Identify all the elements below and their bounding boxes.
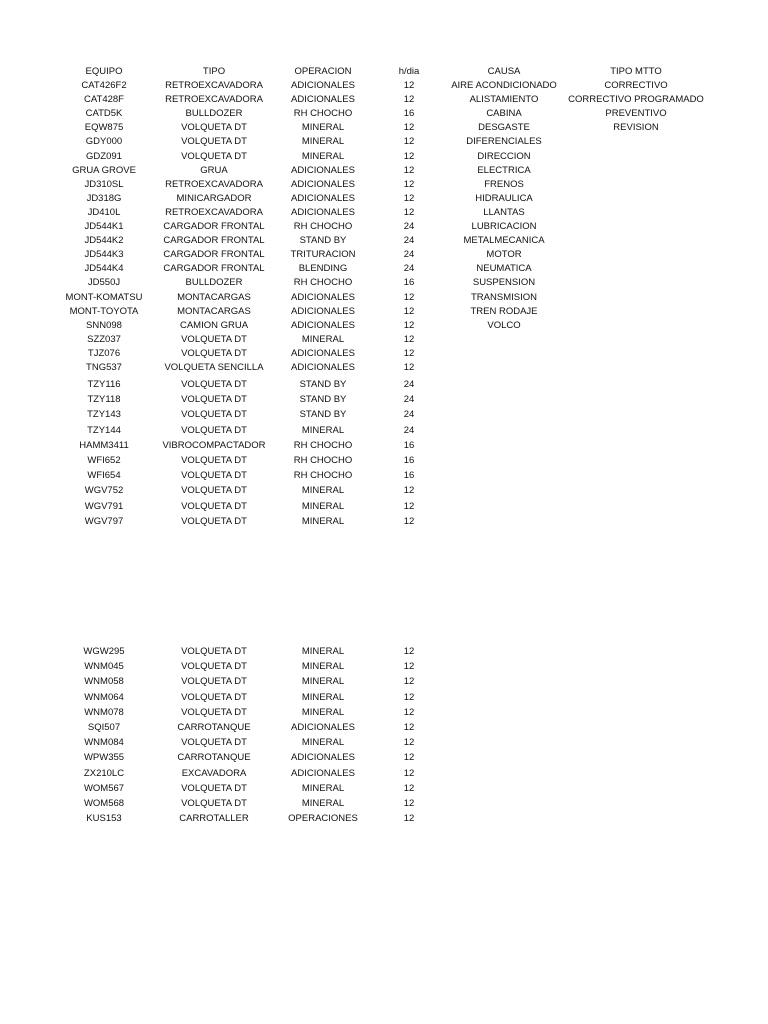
cell-equipo: CAT426F2 (81, 80, 127, 91)
cell-tipo: BULLDOZER (185, 277, 243, 289)
causa-item: DIFERENCIALES (466, 136, 542, 148)
cell-equipo: GDZ091 (86, 150, 122, 162)
cell-operacion: STAND BY (299, 394, 347, 406)
cell-equipo: WNM078 (84, 706, 124, 718)
cell-hdia: 12 (403, 333, 415, 345)
cell-tipo: VOLQUETA DT (181, 782, 247, 794)
causa-item: ELECTRICA (477, 164, 531, 176)
cell-operacion: MINERAL (301, 646, 345, 657)
cell-hdia: 24 (403, 249, 415, 261)
cell-operacion: OPERACIONES (288, 813, 358, 825)
cell-operacion: RH CHOCHO (293, 108, 353, 120)
table-row (0, 797, 768, 811)
cell-operacion: ADICIONALES (291, 291, 355, 303)
table-row (0, 378, 768, 392)
cell-operacion: MINERAL (301, 515, 345, 527)
cell-tipo: EXCAVADORA (181, 767, 247, 779)
table-row (0, 424, 768, 438)
cell-tipo: RETROEXCAVADORA (165, 206, 263, 218)
cell-equipo: KUS153 (86, 813, 122, 825)
table-row (0, 393, 768, 407)
cell-tipo: RETROEXCAVADORA (165, 94, 263, 106)
cell-operacion: ADICIONALES (291, 206, 355, 218)
cell-equipo: JD310SL (84, 178, 124, 190)
causa-item: VOLCO (487, 319, 521, 331)
cell-equipo: WNM064 (84, 691, 124, 703)
header-hdia: h/dia (398, 66, 420, 77)
cell-hdia: 24 (403, 221, 415, 232)
cell-hdia: 12 (403, 136, 415, 148)
cell-hdia: 16 (403, 277, 415, 289)
cell-equipo: TJZ076 (87, 347, 121, 359)
cell-tipo: GRUA (200, 164, 228, 176)
header-tipo-mtto: TIPO MTTO (610, 66, 662, 77)
tipo-mtto-item: CORRECTIVO PROGRAMADO (568, 94, 704, 106)
cell-hdia: 12 (403, 737, 415, 749)
cell-operacion: RH CHOCHO (293, 439, 353, 451)
causa-item: CABINA (486, 108, 522, 120)
cell-equipo: GDY000 (85, 136, 123, 148)
list-item (0, 276, 768, 290)
cell-equipo: WGW295 (83, 646, 125, 657)
cell-operacion: ADICIONALES (291, 178, 355, 190)
causa-item: DIRECCION (477, 150, 531, 162)
cell-tipo: MINICARGADOR (176, 192, 252, 204)
cell-operacion: ADICIONALES (291, 752, 355, 764)
cell-hdia: 12 (403, 767, 415, 779)
table-row (0, 500, 768, 514)
cell-tipo: BULLDOZER (185, 108, 243, 120)
table-row (0, 660, 768, 674)
cell-hdia: 16 (403, 439, 415, 451)
cell-tipo: CARGADOR FRONTAL (163, 221, 265, 232)
table-row (0, 484, 768, 498)
cell-equipo: TZY143 (87, 409, 121, 421)
cell-operacion: ADICIONALES (291, 192, 355, 204)
list-item (0, 248, 768, 262)
cell-hdia: 24 (403, 235, 415, 247)
cell-operacion: TRITURACION (290, 249, 356, 261)
header-equipo: EQUIPO (85, 66, 123, 77)
cell-equipo: WGV797 (84, 515, 124, 527)
tipo-mtto-item: PREVENTIVO (605, 108, 667, 120)
table-row (0, 691, 768, 705)
tipo-mtto-item: REVISION (613, 122, 659, 134)
list-item (0, 164, 768, 178)
list-item (0, 220, 768, 234)
list-item (0, 107, 768, 121)
cell-hdia: 12 (403, 691, 415, 703)
list-item (0, 178, 768, 192)
cell-hdia: 12 (403, 122, 415, 134)
cell-equipo: CATD5K (85, 108, 123, 120)
cell-hdia: 24 (403, 424, 415, 436)
cell-equipo: JD410L (87, 206, 121, 218)
cell-equipo: JD550J (87, 277, 121, 289)
cell-equipo: SQI507 (87, 722, 121, 733)
cell-hdia: 12 (403, 362, 415, 373)
cell-equipo: EQW875 (84, 122, 124, 134)
cell-tipo: VOLQUETA DT (181, 737, 247, 749)
cell-hdia: 12 (403, 752, 415, 764)
header-row (0, 65, 768, 79)
cell-hdia: 16 (403, 470, 415, 482)
cell-tipo: VOLQUETA DT (181, 500, 247, 512)
cell-operacion: ADICIONALES (291, 722, 355, 733)
cell-tipo: VOLQUETA DT (181, 485, 247, 497)
cell-operacion: MINERAL (301, 150, 345, 162)
cell-hdia: 12 (403, 192, 415, 204)
table-row (0, 439, 768, 453)
table-row (0, 469, 768, 483)
cell-operacion: MINERAL (301, 485, 345, 497)
cell-operacion: RH CHOCHO (293, 455, 353, 466)
cell-hdia: 16 (403, 455, 415, 466)
cell-operacion: MINERAL (301, 737, 345, 749)
cell-hdia: 12 (403, 485, 415, 497)
list-item (0, 291, 768, 305)
table-row (0, 361, 768, 375)
cell-equipo: WNM084 (84, 737, 124, 749)
cell-equipo: MONT-KOMATSU (65, 291, 143, 303)
list-item (0, 150, 768, 164)
cell-operacion: MINERAL (301, 691, 345, 703)
cell-hdia: 12 (403, 164, 415, 176)
cell-tipo: VOLQUETA DT (181, 691, 247, 703)
cell-equipo: WFI654 (87, 470, 121, 482)
cell-equipo: WPW355 (83, 752, 125, 764)
causa-item: LLANTAS (483, 206, 525, 218)
cell-equipo: WGV752 (84, 485, 124, 497)
cell-tipo: VOLQUETA DT (181, 661, 247, 673)
cell-equipo: TZY118 (87, 394, 121, 406)
cell-operacion: STAND BY (299, 409, 347, 421)
causa-item: LUBRICACION (471, 221, 537, 232)
cell-hdia: 24 (403, 394, 415, 406)
causa-item: MOTOR (486, 249, 522, 261)
cell-operacion: ADICIONALES (291, 80, 355, 91)
causa-item: TRANSMISION (471, 291, 537, 303)
cell-tipo: VOLQUETA DT (181, 122, 247, 134)
cell-equipo: TZY144 (87, 424, 121, 436)
cell-tipo: VOLQUETA DT (181, 424, 247, 436)
cell-equipo: WOM568 (83, 798, 125, 809)
cell-tipo: VOLQUETA DT (181, 470, 247, 482)
cell-hdia: 12 (403, 676, 415, 688)
cell-hdia: 16 (403, 108, 415, 120)
cell-equipo: JD544K3 (84, 249, 124, 261)
cell-hdia: 12 (403, 206, 415, 218)
header-tipo: TIPO (202, 66, 226, 77)
cell-operacion: STAND BY (299, 379, 347, 390)
list-item (0, 234, 768, 248)
table-row (0, 782, 768, 796)
cell-operacion: ADICIONALES (291, 767, 355, 779)
cell-hdia: 12 (403, 305, 415, 317)
cell-operacion: RH CHOCHO (293, 470, 353, 482)
cell-equipo: ZX210LC (83, 767, 125, 779)
cell-tipo: CARROTANQUE (177, 722, 251, 733)
cell-equipo: WNM045 (84, 661, 124, 673)
cell-equipo: GRUA GROVE (72, 164, 136, 176)
table-row (0, 347, 768, 361)
cell-equipo: WNM058 (84, 676, 124, 688)
cell-hdia: 12 (403, 319, 415, 331)
cell-hdia: 12 (403, 782, 415, 794)
cell-tipo: CARGADOR FRONTAL (163, 235, 265, 247)
cell-hdia: 12 (403, 94, 415, 106)
cell-equipo: JD544K1 (84, 221, 124, 232)
cell-equipo: JD544K2 (84, 235, 124, 247)
cell-tipo: RETROEXCAVADORA (165, 178, 263, 190)
cell-hdia: 12 (403, 798, 415, 809)
cell-hdia: 12 (403, 706, 415, 718)
header-causa: CAUSA (487, 66, 521, 77)
cell-equipo: JD544K4 (84, 263, 124, 275)
list-item (0, 206, 768, 220)
table-row (0, 736, 768, 750)
list-item (0, 135, 768, 149)
cell-hdia: 12 (403, 80, 415, 91)
cell-equipo: CAT428F (84, 94, 124, 106)
cell-operacion: MINERAL (301, 661, 345, 673)
table-row (0, 675, 768, 689)
causa-item: DESGASTE (478, 122, 530, 134)
cell-hdia: 12 (403, 646, 415, 657)
cell-operacion: STAND BY (299, 235, 347, 247)
cell-operacion: MINERAL (301, 676, 345, 688)
cell-operacion: RH CHOCHO (293, 221, 353, 232)
cell-operacion: ADICIONALES (291, 347, 355, 359)
cell-hdia: 12 (403, 515, 415, 527)
cell-hdia: 12 (403, 661, 415, 673)
cell-operacion: BLENDING (298, 263, 348, 275)
cell-tipo: VOLQUETA DT (181, 394, 247, 406)
cell-hdia: 12 (403, 150, 415, 162)
cell-hdia: 12 (403, 722, 415, 733)
cell-tipo: CARROTALLER (179, 813, 249, 825)
cell-tipo: MONTACARGAS (177, 291, 251, 303)
cell-equipo: TNG537 (86, 362, 122, 373)
list-item (0, 192, 768, 206)
table-row (0, 454, 768, 468)
cell-tipo: VOLQUETA DT (181, 706, 247, 718)
cell-hdia: 24 (403, 379, 415, 390)
cell-operacion: ADICIONALES (291, 305, 355, 317)
causa-item: SUSPENSION (472, 277, 536, 289)
cell-equipo: JD318G (86, 192, 122, 204)
cell-tipo: CARGADOR FRONTAL (163, 249, 265, 261)
cell-hdia: 12 (403, 813, 415, 825)
cell-operacion: ADICIONALES (291, 94, 355, 106)
cell-operacion: MINERAL (301, 500, 345, 512)
cell-equipo: SZZ037 (87, 333, 121, 345)
cell-operacion: MINERAL (301, 136, 345, 148)
table-row (0, 408, 768, 422)
list-item (0, 262, 768, 276)
header-operacion: OPERACION (294, 66, 352, 77)
cell-tipo: VOLQUETA DT (181, 646, 247, 657)
causa-item: HIDRAULICA (475, 192, 533, 204)
table-row (0, 645, 768, 659)
cell-tipo: CAMION GRUA (179, 319, 249, 331)
tipo-mtto-item: CORRECTIVO (604, 80, 668, 91)
cell-tipo: VOLQUETA DT (181, 136, 247, 148)
cell-equipo: WOM567 (83, 782, 125, 794)
table-row (0, 751, 768, 765)
table-row (0, 515, 768, 529)
cell-tipo: VOLQUETA DT (181, 515, 247, 527)
cell-operacion: MINERAL (301, 122, 345, 134)
cell-operacion: ADICIONALES (291, 164, 355, 176)
cell-tipo: VOLQUETA DT (181, 333, 247, 345)
cell-tipo: MONTACARGAS (177, 305, 251, 317)
causa-item: NEUMATICA (476, 263, 532, 275)
cell-equipo: WFI652 (87, 455, 121, 466)
cell-tipo: VOLQUETA SENCILLA (164, 362, 264, 373)
cell-operacion: MINERAL (301, 798, 345, 809)
table-row (0, 721, 768, 735)
cell-tipo: VOLQUETA DT (181, 676, 247, 688)
cell-hdia: 12 (403, 178, 415, 190)
cell-equipo: SNN098 (86, 319, 122, 331)
cell-operacion: MINERAL (301, 333, 345, 345)
cell-operacion: ADICIONALES (291, 362, 355, 373)
table-row (0, 767, 768, 781)
list-item (0, 79, 768, 93)
cell-operacion: MINERAL (301, 424, 345, 436)
cell-operacion: RH CHOCHO (293, 277, 353, 289)
cell-tipo: VOLQUETA DT (181, 347, 247, 359)
table-row (0, 706, 768, 720)
cell-hdia: 24 (403, 263, 415, 275)
cell-operacion: MINERAL (301, 782, 345, 794)
cell-hdia: 12 (403, 347, 415, 359)
cell-tipo: CARGADOR FRONTAL (163, 263, 265, 275)
cell-tipo: VOLQUETA DT (181, 798, 247, 809)
cell-operacion: ADICIONALES (291, 319, 355, 331)
table-row (0, 333, 768, 347)
cell-hdia: 12 (403, 500, 415, 512)
list-item (0, 121, 768, 135)
cell-tipo: VOLQUETA DT (181, 150, 247, 162)
cell-equipo: WGV791 (84, 500, 124, 512)
causa-item: TREN RODAJE (470, 305, 538, 317)
cell-hdia: 12 (403, 291, 415, 303)
cell-equipo: TZY116 (87, 379, 121, 390)
causa-item: METALMECANICA (463, 235, 545, 247)
list-item (0, 93, 768, 107)
list-item (0, 319, 768, 333)
table-row (0, 812, 768, 826)
cell-tipo: RETROEXCAVADORA (165, 80, 263, 91)
cell-hdia: 24 (403, 409, 415, 421)
causa-item: AIRE ACONDICIONADO (451, 80, 557, 91)
list-item (0, 305, 768, 319)
causa-item: ALISTAMIENTO (469, 94, 539, 106)
cell-tipo: VOLQUETA DT (181, 455, 247, 466)
cell-operacion: MINERAL (301, 706, 345, 718)
cell-tipo: CARROTANQUE (177, 752, 251, 764)
causa-item: FRENOS (484, 178, 524, 190)
cell-equipo: MONT-TOYOTA (69, 305, 139, 317)
cell-equipo: HAMM3411 (79, 439, 129, 451)
cell-tipo: VOLQUETA DT (181, 409, 247, 421)
cell-tipo: VOLQUETA DT (181, 379, 247, 390)
cell-tipo: VIBROCOMPACTADOR (162, 439, 266, 451)
